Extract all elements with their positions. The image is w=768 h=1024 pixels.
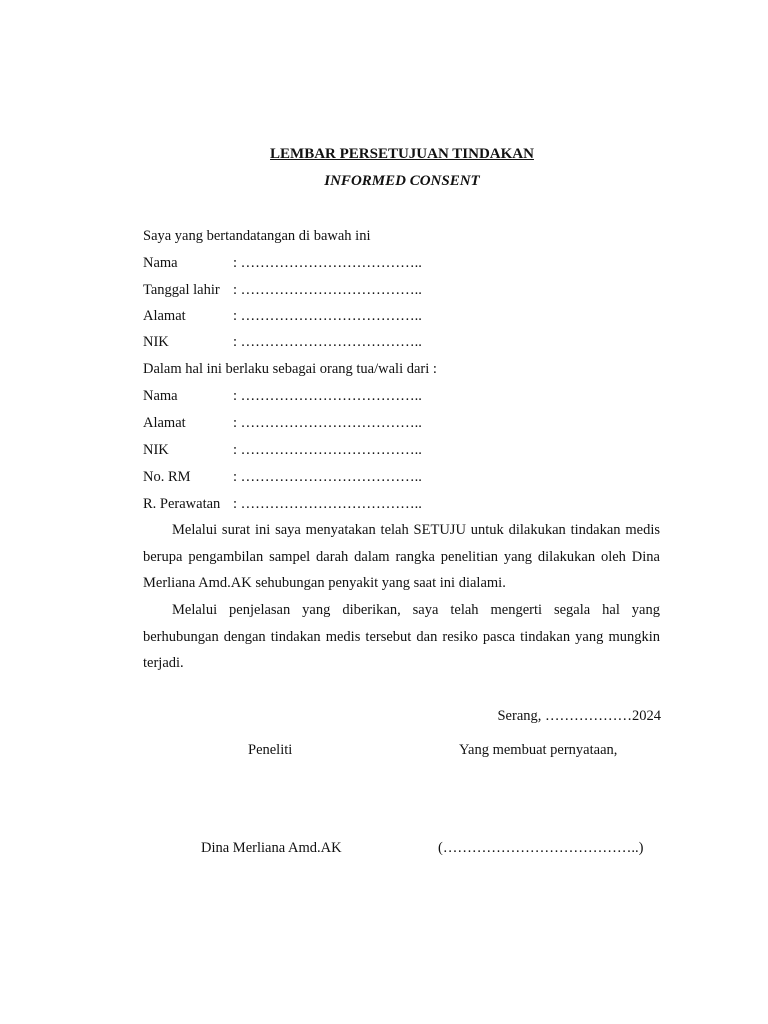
field-value: : ……………………………….. (233, 282, 422, 298)
patient-field-name (143, 388, 422, 405)
declarant-signature-line: (…………………………………..) (438, 840, 644, 856)
signer-field-nik (143, 334, 422, 351)
field-label: Alamat (143, 415, 186, 431)
place-date: Serang, ………………2024 (497, 708, 661, 724)
understanding-paragraph (143, 597, 660, 677)
field-value: : ……………………………….. (233, 415, 422, 431)
document-title: LEMBAR PERSETUJUAN TINDAKAN (270, 146, 534, 162)
signer-field-birthdate (143, 282, 422, 299)
field-label: No. RM (143, 469, 191, 485)
field-label: Nama (143, 388, 178, 404)
field-value: : ……………………………….. (233, 442, 422, 458)
researcher-label: Peneliti (248, 742, 293, 758)
field-value: : ……………………………….. (233, 334, 422, 350)
field-value: : ……………………………….. (233, 388, 422, 404)
patient-field-ward (143, 496, 422, 513)
field-value: : ……………………………….. (233, 255, 422, 271)
field-value: : ……………………………….. (233, 496, 422, 512)
field-label: NIK (143, 442, 169, 458)
signer-field-address (143, 308, 422, 325)
guardian-intro-text: Dalam hal ini berlaku sebagai orang tua/wali dari : (143, 361, 437, 377)
understanding-paragraph-text: Melalui penjelasan yang diberikan, saya telah mengerti segala hal yang berhubungan dengan tindakan medis tersebut dan resiko pasca tindakan yang mungkin terjadi. (143, 602, 660, 672)
patient-field-medical-record (143, 469, 422, 486)
field-value: : ……………………………….. (233, 308, 422, 324)
field-value: : ……………………………….. (233, 469, 422, 485)
document-subtitle: INFORMED CONSENT (324, 173, 480, 189)
field-label: R. Perawatan (143, 496, 221, 512)
declarant-label: Yang membuat pernyataan, (459, 742, 618, 758)
field-label: Tanggal lahir (143, 282, 220, 298)
intro-text: Saya yang bertandatangan di bawah ini (143, 228, 371, 244)
researcher-name: Dina Merliana Amd.AK (201, 840, 342, 856)
field-label: Alamat (143, 308, 186, 324)
signer-field-name (143, 255, 422, 272)
patient-field-address (143, 415, 422, 432)
field-label: NIK (143, 334, 169, 350)
patient-field-nik (143, 442, 422, 459)
field-label: Nama (143, 255, 178, 271)
consent-paragraph-text: Melalui surat ini saya menyatakan telah SETUJU untuk dilakukan tindakan medis berupa pengambilan sampel darah dalam rangka penelitian yang dilakukan oleh Dina Merliana Amd.AK sehubungan penyakit yang saat ini dialami. (143, 522, 660, 592)
consent-paragraph (143, 517, 660, 597)
